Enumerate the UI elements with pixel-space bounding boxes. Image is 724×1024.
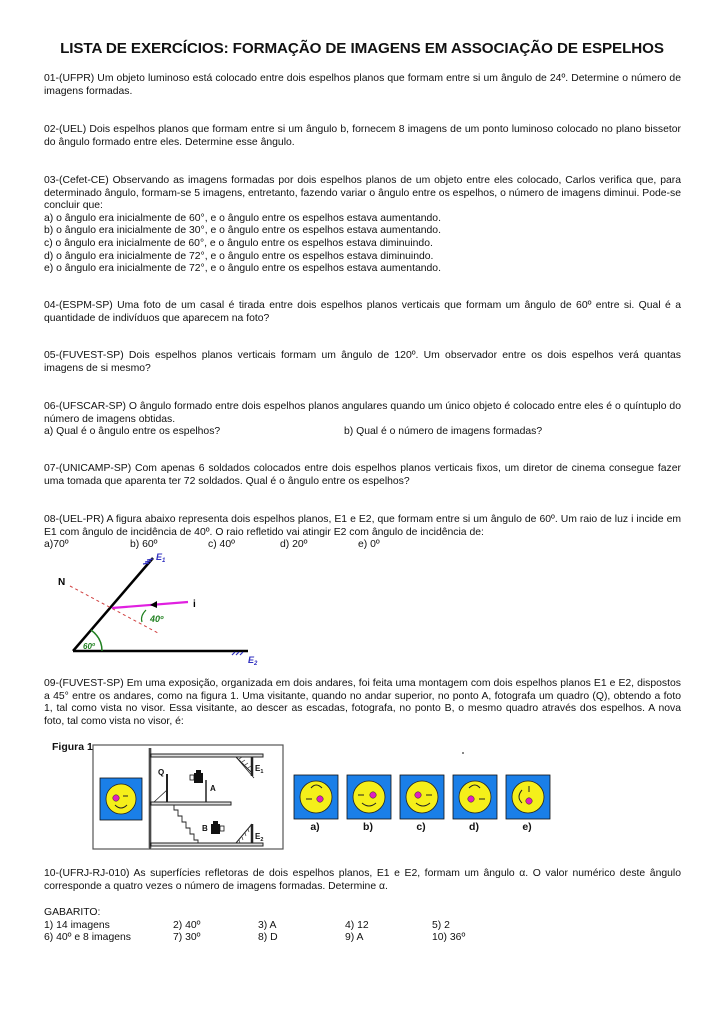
question-3-stem: 03-(Cefet-CE) Observando as imagens formadas por dois espelhos planos de um objeto entre eles colocado, Carlos verifica que, para determinado ângulo, formam-se 5 imagens, entretanto, fazendo variar o ângulo entre os espelhos, o número de imagens diminui. Pode-se concluir que: xyxy=(44,175,681,212)
question-5 xyxy=(44,350,681,375)
label-q: Q xyxy=(158,768,165,777)
question-8-option-b: b) 60º xyxy=(130,539,158,550)
question-8-option-e: e) 0º xyxy=(358,539,380,550)
question-3-option-b: b) o ângulo era inicialmente de 30°, e o ângulo entre os espelhos estava aumentando. xyxy=(44,225,441,237)
incidence-angle-label: 40º xyxy=(150,614,164,624)
photo-1 xyxy=(100,778,142,820)
face-option-d xyxy=(453,775,497,819)
question-1-text: 01-(UFPR) Um objeto luminoso está colocado entre dois espelhos planos que formam entre si um ângulo de 24º. Determine o número de imagens formadas. xyxy=(44,73,681,97)
question-7 xyxy=(44,463,681,488)
incidence-arc xyxy=(142,610,147,622)
answer-8: 8) D xyxy=(258,932,278,944)
question-2-text: 02-(UEL) Dois espelhos planos que formam entre si um ângulo b, fornecem 8 imagens de um ponto luminoso colocado no plano bissetor do ângulo formado entre eles. Determine esse ângulo. xyxy=(44,124,681,148)
question-6-part-a: a) Qual é o ângulo entre os espelhos? xyxy=(44,426,221,437)
question-6-stem: 06-(UFSCAR-SP) O ângulo formado entre dois espelhos planos angulares quando um único objeto é colocado entre eles é o quíntuplo do número de imagens obtidas. xyxy=(44,401,681,425)
face-label-a: a) xyxy=(310,821,320,833)
mirror-angle-figure xyxy=(40,550,280,670)
ray-label: i xyxy=(193,599,196,610)
answer-key-row xyxy=(44,920,684,933)
page-title: LISTA DE EXERCÍCIOS: FORMAÇÃO DE IMAGENS EM ASSOCIAÇÃO DE ESPELHOS xyxy=(60,40,664,57)
face-option-b xyxy=(347,775,391,819)
question-8 xyxy=(44,514,681,539)
question-8-option-c: c) 40º xyxy=(208,539,235,550)
question-8-stem: 08-(UEL-PR) A figura abaixo representa dois espelhos planos, E1 e E2, que formam entre si um ângulo de 60º. Um raio de luz i incide em E1 com ângulo de incidência de 40º. O raio refletido vai atingir E2 com ângulo de incidência de: xyxy=(44,514,681,538)
answer-5: 5) 2 xyxy=(432,919,450,931)
question-9-text: 09-(FUVEST-SP) Em uma exposição, organizada em dois andares, foi feita uma montagem com dois espelhos planos E1 e E2, dispostos a 45° entre os andares, como na figura 1. Uma visitante, quando no andar superior, no ponto A, fotografa um quadro (Q), obtendo a foto 1, tal como vista no visor. Essa visitante, ao descer as escadas, fotografa, no ponto B, o mesmo quadro através dos espelhos. A nova foto, tal como vista no visor, é: xyxy=(44,678,681,727)
label-a: A xyxy=(210,784,216,793)
question-3 xyxy=(44,175,681,276)
ray-arrow-icon xyxy=(150,601,157,608)
answer-key xyxy=(44,907,684,945)
mirror-e2-hatch xyxy=(232,652,243,655)
question-3-option-c: c) o ângulo era inicialmente de 60°, e o ângulo entre os espelhos estava diminuindo. xyxy=(44,237,433,249)
answer-key-heading: GABARITO: xyxy=(44,907,101,918)
question-4 xyxy=(44,300,681,325)
answer-10: 10) 36º xyxy=(432,932,466,944)
face-label-e: e) xyxy=(522,821,532,833)
question-10-text: 10-(UFRJ-RJ-010) As superfícies refletoras de dois espelhos planos, E1 e E2, formam um ângulo α. O valor numérico deste ângulo corresponde a quatro vezes o número de imagens formadas. Determine α. xyxy=(44,868,681,892)
question-7-text: 07-(UNICAMP-SP) Com apenas 6 soldados colocados entre dois espelhos planos verticais fixos, um diretor de cinema consegue fazer uma tomada que aparenta ter 72 soldados. Qual é o ângulo entre os espelhos? xyxy=(44,463,681,487)
answer-9: 9) A xyxy=(345,932,364,944)
question-5-text: 05-(FUVEST-SP) Dois espelhos planos verticais formam um ângulo de 120º. Um observador entre os dois espelhos verá quantas imagens de si mesmo? xyxy=(44,350,681,374)
face xyxy=(106,784,136,814)
mirror-e1-label: $E_1$ xyxy=(156,552,166,564)
answer-4: 4) 12 xyxy=(345,919,369,931)
face-option-a xyxy=(294,775,338,819)
question-2 xyxy=(44,124,681,149)
question-3-option-a: a) o ângulo era inicialmente de 60°, e o ângulo entre os espelhos estava aumentando. xyxy=(44,212,441,224)
question-4-text: 04-(ESPM-SP) Uma foto de um casal é tirada entre dois espelhos planos verticais que formam um ângulo de 60º entre si. Qual é a quantidade de indivíduos que aparecem na foto? xyxy=(44,300,681,324)
question-9 xyxy=(44,678,681,728)
mirror-e2-label: $E_2$ xyxy=(248,655,258,667)
face-label-b: b) xyxy=(363,821,373,833)
question-1 xyxy=(44,73,681,98)
face-label-c: c) xyxy=(416,821,426,833)
figure-1-caption: Figura 1 xyxy=(52,741,93,753)
answer-1: 1) 14 imagens xyxy=(44,919,110,931)
question-8-option-a: a)70º xyxy=(44,539,69,550)
face-label-d: d) xyxy=(469,821,479,833)
answer-2: 2) 40º xyxy=(173,919,201,931)
answer-faces xyxy=(292,773,552,823)
label-e1: $E_1$ xyxy=(255,764,264,775)
stray-dot xyxy=(462,752,464,754)
question-3-option-d: d) o ângulo era inicialmente de 72°, e o ângulo entre os espelhos estava diminuindo. xyxy=(44,250,434,262)
eye-dot xyxy=(113,795,119,801)
normal-label: N xyxy=(58,577,66,588)
mirror-angle-label: 60º xyxy=(83,642,95,651)
answer-3: 3) A xyxy=(258,919,277,931)
label-e2: $E_2$ xyxy=(255,832,264,843)
label-b: B xyxy=(202,824,208,833)
exhibition-figure xyxy=(90,742,286,852)
question-8-option-d: d) 20º xyxy=(280,539,308,550)
normal-line xyxy=(70,586,158,633)
question-10 xyxy=(44,868,681,893)
answer-6: 6) 40º e 8 imagens xyxy=(44,932,131,944)
face-option-c xyxy=(400,775,444,819)
face-option-e xyxy=(506,775,550,819)
question-6 xyxy=(44,401,681,426)
answer-key-row xyxy=(44,932,684,945)
answer-7: 7) 30º xyxy=(173,932,201,944)
question-3-option-e: e) o ângulo era inicialmente de 72°, e o ângulo entre os espelhos estava aumentando. xyxy=(44,263,441,275)
mirror-e1 xyxy=(73,558,153,651)
question-6-part-b: b) Qual é o número de imagens formadas? xyxy=(344,426,543,437)
